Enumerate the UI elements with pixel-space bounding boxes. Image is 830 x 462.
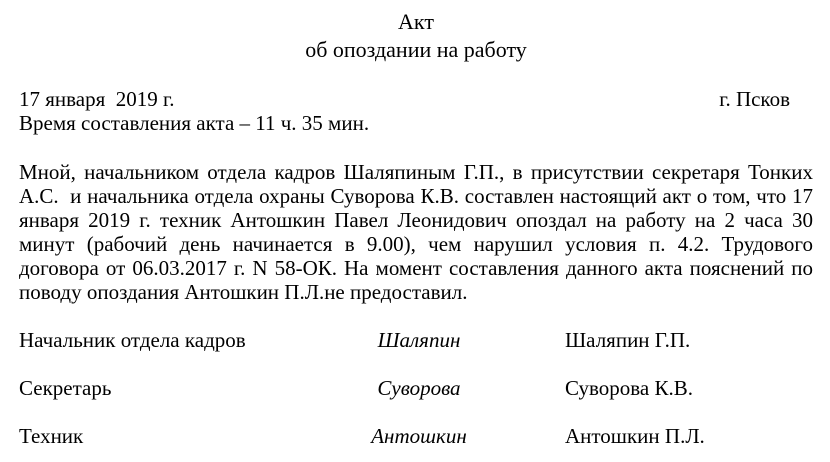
document-title — [19, 8, 813, 64]
signature-row-secretary — [19, 376, 813, 400]
document-meta — [19, 87, 813, 135]
time-of-drafting: Время составления акта – 11 ч. 35 мин. — [19, 111, 370, 135]
signature-name: Суворова К.В. — [565, 376, 693, 400]
signature-autograph: Шаляпин — [377, 328, 461, 352]
title-line-1: Акт — [398, 9, 434, 34]
signature-name: Шаляпин Г.П. — [565, 328, 691, 352]
paragraph-line: договора от 06.03.2017 г. N 58-ОК. На момент составления данного акта пояснений по — [19, 256, 813, 280]
body-paragraph — [19, 160, 813, 304]
paragraph-line: А.С. и начальника отдела охраны Суворова К.В. составлен настоящий акт о том, что 17 — [19, 184, 813, 208]
paragraph-line: Мной, начальником отдела кадров Шаляпиным Г.П., в присутствии секретаря Тонких — [19, 160, 813, 184]
signature-position: Начальник отдела кадров — [19, 328, 246, 352]
signature-autograph: Антошкин — [371, 424, 467, 448]
signature-row-technician — [19, 424, 813, 448]
paragraph-line: минут (рабочий день начинается в 9.00), чем нарушил условия п. 4.2. Трудового — [19, 232, 813, 256]
signature-position: Техник — [19, 424, 84, 448]
signature-block — [19, 328, 813, 448]
document-city: г. Псков — [719, 87, 790, 111]
title-line-2: об опоздании на работу — [305, 37, 527, 62]
paragraph-line: января 2019 г. техник Антошкин Павел Леонидович опоздал на работу на 2 часа 30 — [19, 208, 813, 232]
document-date: 17 января 2019 г. — [19, 87, 175, 111]
signature-autograph: Суворова — [377, 376, 461, 400]
paragraph-line: поводу опоздания Антошкин П.Л.не предоставил. — [19, 280, 468, 304]
signature-row-hr-chief — [19, 328, 813, 352]
signature-name: Антошкин П.Л. — [565, 424, 705, 448]
date-city-row — [19, 87, 813, 111]
signature-position: Секретарь — [19, 376, 112, 400]
